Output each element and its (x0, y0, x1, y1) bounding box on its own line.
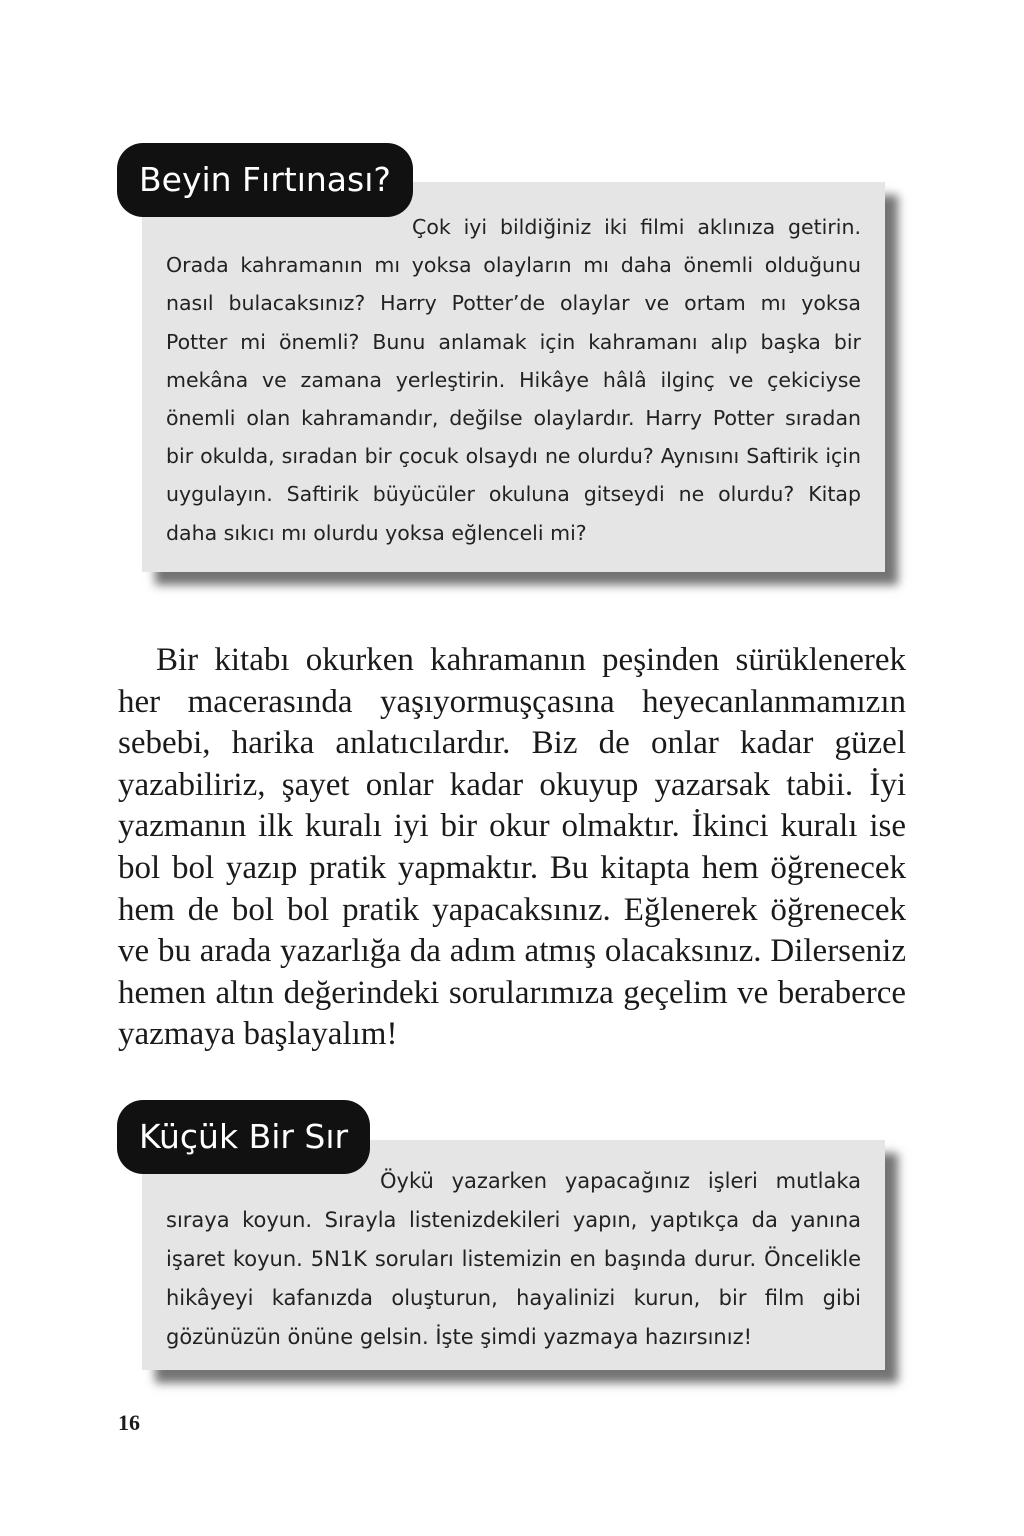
secret-box (142, 1140, 885, 1370)
secret-body: Öykü yazarken yapacağınız işleri mutlaka sıraya koyun. Sırayla listenizdekileri yapın, yaptıkça da yanına işaret koyun. 5N1K soruları listemizin en başında durur. Öncelikle hikâyeyi kafanızda oluşturun, hayalinizi kurun, bir film gibi gözünüzün önüne gelsin. İşte şimdi yazmaya hazırsınız! (166, 1169, 861, 1349)
brainstorm-text (166, 208, 861, 552)
brainstorm-body: Çok iyi bildiğiniz iki filmi aklınıza getirin. Orada kahramanın mı yoksa olayların mı daha önemli olduğunu nasıl bulacaksınız? Harry Potter’de olaylar ve ortam mı yoksa Potter mi önemli? Bunu anlamak için kahramanı alıp başka bir mekâna ve zamana yerleştirin. Hikâye hâlâ ilginç ve çekiciyse önemli olan kahramandır, değilse olaylardır. Harry Potter sıradan bir okulda, sıradan bir çocuk olsaydı ne olurdu? Aynısını Saftirik için uygulayın. Saftirik büyücüler okuluna gitseydi ne olurdu? Kitap daha sıkıcı mı olurdu yoksa eğlenceli mi? (166, 215, 861, 545)
secret-text (166, 1162, 861, 1357)
brainstorm-box (142, 182, 885, 572)
secret-title: Küçük Bir Sır (117, 1100, 370, 1174)
page-number: 16 (118, 1410, 140, 1435)
main-paragraph: Bir kitabı okurken kahramanın peşinden sürüklenerek her macerasında yaşıyormuşçasına heyecanlanmamızın sebebi, harika anlatıcılardır. Biz de onlar kadar güzel yazabiliriz, şayet onlar kadar okuyup yazarsak tabii. İyi yazmanın ilk kuralı iyi bir okur olmaktır. İkinci kuralı ise bol bol yazıp pratik yapmaktır. Bu kitapta hem öğrenecek hem de bol bol pratik yapacaksınız. Eğlenerek öğrenecek ve bu arada yazarlığa da adım atmış olacaksınız. Dilerseniz hemen altın değerindeki sorularımıza geçelim ve beraberce yazmaya başlayalım! (118, 642, 906, 1053)
brainstorm-title: Beyin Fırtınası? (117, 143, 413, 217)
